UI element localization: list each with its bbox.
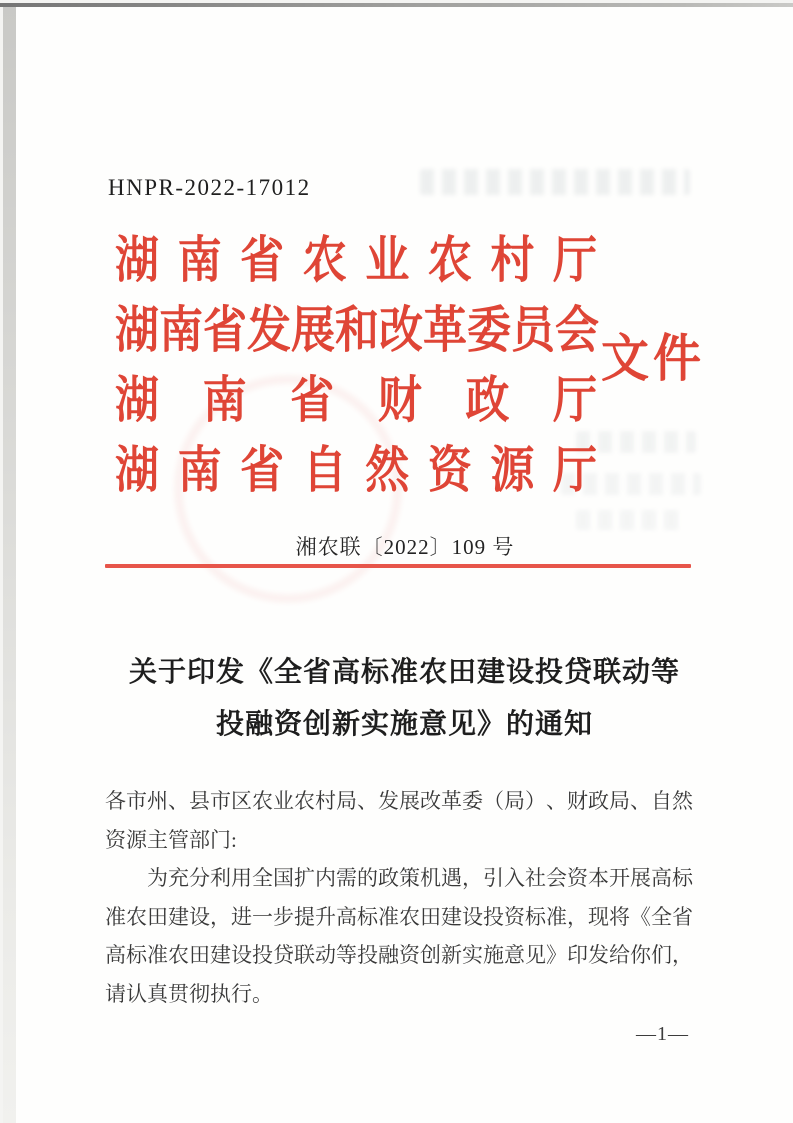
scan-left-edge xyxy=(3,7,16,1123)
body-text-line: 各 市 州 、 县 市 区 农 业 农 村 局 、 发 展 改 革 委 （ 局 ） 、 财 政 局 、 自 然 xyxy=(105,789,693,813)
body-text-line: 请认真贯彻执行。 xyxy=(105,981,273,1006)
ink-bleedthrough-artifact xyxy=(576,510,686,530)
red-separator-rule xyxy=(105,564,691,568)
agency-name: 湖 南 省 财 政 厅 xyxy=(115,372,597,429)
document-code: HNPR-2022-17012 xyxy=(108,175,311,200)
agency-name: 湖 南 省 农 业 农 村 厅 xyxy=(115,232,597,289)
ink-bleedthrough-artifact xyxy=(420,169,690,195)
document-title-line: 投融资创新实施意见》的通知 xyxy=(215,709,593,740)
body-text-line: 准 农 田 建 设 ， 进 一 步 提 升 高 标 准 农 田 建 设 投 资 标 准 ， 现 将 《 全 省 xyxy=(105,904,693,929)
page-number: —1— xyxy=(636,1023,689,1045)
red-header-agency-block xyxy=(115,226,597,506)
body-text-line: 资源主管部门: xyxy=(105,827,237,852)
document-body xyxy=(105,782,693,1014)
document-title-line: 关于印发《全省高标准农田建设投贷联动等 xyxy=(128,657,680,688)
document-type-label: 文 件 xyxy=(601,331,701,388)
document-title xyxy=(16,647,793,751)
agency-name: 湖 南 省 发 展 和 改 革 委 员 会 xyxy=(115,302,599,359)
agency-name: 湖 南 省 自 然 资 源 厅 xyxy=(115,442,597,499)
body-text-line: 高 标 准 农 田 建 设 投 贷 联 动 等 投 融 资 创 新 实 施 意 见 》 印 发 给 你 们 ， xyxy=(105,943,693,968)
document-reference-number: 湘农联〔2022〕109 号 xyxy=(295,535,515,559)
document-sheet xyxy=(16,7,793,1123)
body-text-line: 为 充 分 利 用 全 国 扩 内 需 的 政 策 机 遇 ， 引 入 社 会 资 本 开 展 高 标 xyxy=(147,866,693,891)
